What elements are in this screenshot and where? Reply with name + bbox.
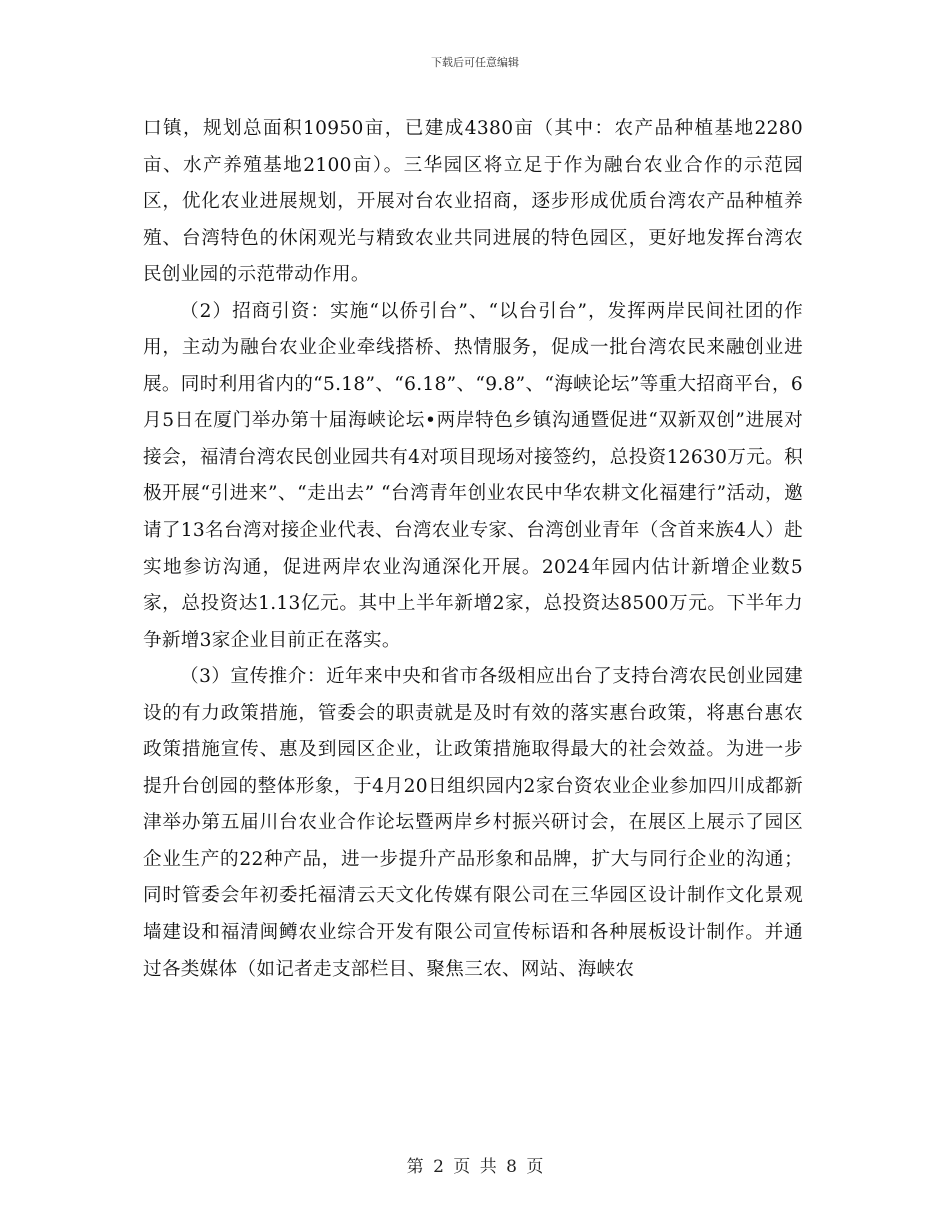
- page-number: 第 2 页 共 8 页: [406, 1157, 544, 1177]
- paragraph-2: （2）招商引资：实施“以侨引台”、“以台引台”，发挥两岸民间社团的作用，主动为融台农业企业牵线搭桥、热情服务，促成一批台湾农民来融创业进展。同时利用省内的“5.18”、“6.18”、“9.8”、“海峡论坛”等重大招商平台，6月5日在厦门举办第十届海峡论坛•两岸特色乡镇沟通暨促进“双新双创”进展对接会，福清台湾农民创业园共有4对项目现场对接签约，总投资12630万元。积极开展“引进来”、“走出去” “台湾青年创业农民中华农耕文化福建行”活动，邀请了13名台湾对接企业代表、台湾农业专家、台湾创业青年（含首来族4人）赴实地参访沟通，促进两岸农业沟通深化开展。2024年园内估计新增企业数5家，总投资达1.13亿元。其中上半年新增2家，总投资达8500万元。下半年力争新增3家企业目前正在落实。: [143, 300, 803, 651]
- paragraph-3: （3）宣传推介：近年来中央和省市各级相应出台了支持台湾农民创业园建设的有力政策措施，管委会的职责就是及时有效的落实惠台政策，将惠台惠农政策措施宣传、惠及到园区企业，让政策措施取得最大的社会效益。为进一步提升台创园的整体形象，于4月20日组织园内2家台资农业企业参加四川成都新津举办第五届川台农业合作论坛暨两岸乡村振兴研讨会，在展区上展示了园区企业生产的22种产品，进一步提升产品形象和品牌，扩大与同行企业的沟通；同时管委会年初委托福清云天文化传媒有限公司在三华园区设计制作文化景观墙建设和福清闽鳟农业综合开发有限公司宣传标语和各种展板设计制作。并通过各类媒体（如记者走支部栏目、聚焦三农、网站、海峡农: [143, 666, 803, 980]
- document-body: [143, 111, 803, 988]
- page-header-note: 下载后可任意编辑: [431, 56, 519, 69]
- paragraph-1: 口镇，规划总面积10950亩，已建成4380亩（其中：农产品种植基地2280亩、水产养殖基地2100亩）。三华园区将立足于作为融台农业合作的示范园区，优化农业进展规划，开展对台农业招商，逐步形成优质台湾农产品种植养殖、台湾特色的休闲观光与精致农业共同进展的特色园区，更好地发挥台湾农民创业园的示范带动作用。: [143, 118, 803, 286]
